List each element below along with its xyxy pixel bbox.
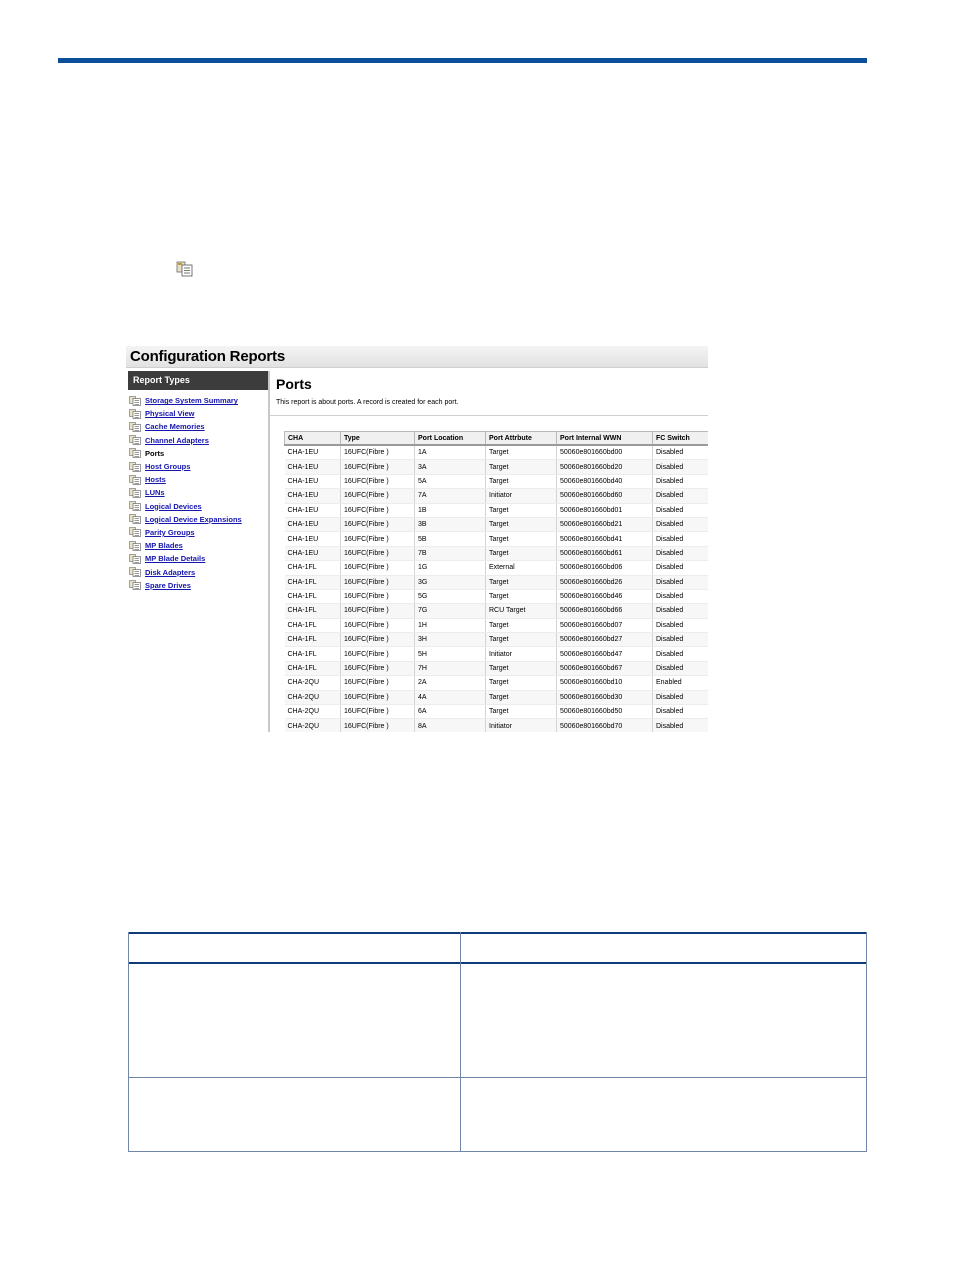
table-cell: 16UFC(Fibre ): [341, 546, 415, 560]
sidebar-link[interactable]: Disk Adapters: [145, 567, 196, 577]
report-icon: [129, 580, 141, 590]
report-icon: [129, 514, 141, 524]
table-cell: 50060e801660bd46: [557, 589, 653, 603]
report-content: [270, 371, 708, 732]
window-title: Configuration Reports: [126, 346, 708, 368]
table-cell: Disabled: [653, 647, 709, 661]
report-description: This report is about ports. A record is created for each port.: [276, 399, 459, 406]
table-cell: Disabled: [653, 661, 709, 675]
table-cell: 1A: [415, 445, 486, 460]
report-icon: [129, 475, 141, 485]
table-cell: CHA-1FL: [285, 589, 341, 603]
table-cell: 7B: [415, 546, 486, 560]
table-cell: 1B: [415, 503, 486, 517]
table-cell: Target: [486, 546, 557, 560]
table-cell: 50060e801660bd61: [557, 546, 653, 560]
table-cell: 16UFC(Fibre ): [341, 690, 415, 704]
table-cell: 16UFC(Fibre ): [341, 489, 415, 503]
table-cell: 50060e801660bd20: [557, 460, 653, 474]
table-cell: Target: [486, 445, 557, 460]
table-cell: 5B: [415, 532, 486, 546]
configuration-reports-screenshot: [126, 346, 708, 732]
table-row: [285, 604, 709, 618]
table-cell: Target: [486, 532, 557, 546]
table-cell: 50060e801660bd07: [557, 618, 653, 632]
table-row: [285, 705, 709, 719]
table-cell: 50060e801660bd67: [557, 661, 653, 675]
table-cell: CHA-1EU: [285, 445, 341, 460]
report-icon: [129, 422, 141, 432]
table-cell: 50060e801660bd60: [557, 489, 653, 503]
table-row-separator: [128, 1077, 867, 1078]
report-icon: [129, 409, 141, 419]
table-cell: CHA-1EU: [285, 474, 341, 488]
table-cell: Disabled: [653, 719, 709, 732]
report-icon: [129, 527, 141, 537]
table-cell: CHA-1FL: [285, 647, 341, 661]
ports-table: [284, 431, 708, 732]
table-cell: Disabled: [653, 546, 709, 560]
table-cell: Disabled: [653, 532, 709, 546]
table-cell: Disabled: [653, 474, 709, 488]
sidebar-link[interactable]: Channel Adapters: [145, 435, 209, 445]
table-cell: 16UFC(Fibre ): [341, 445, 415, 460]
table-cell: 3B: [415, 517, 486, 531]
sidebar-item-physical-view[interactable]: [129, 407, 242, 420]
sidebar-link[interactable]: Spare Drives: [145, 580, 191, 590]
table-cell: 7A: [415, 489, 486, 503]
report-icon: [129, 448, 141, 458]
column-header[interactable]: CHA: [285, 432, 341, 446]
sidebar-link[interactable]: Parity Groups: [145, 527, 195, 537]
table-cell: 3G: [415, 575, 486, 589]
report-title: Ports: [276, 376, 312, 392]
table-cell: 16UFC(Fibre ): [341, 661, 415, 675]
sidebar-link[interactable]: Logical Device Expansions: [145, 514, 242, 524]
table-cell: Disabled: [653, 633, 709, 647]
table-cell: CHA-1EU: [285, 517, 341, 531]
column-header[interactable]: FC Switch: [653, 432, 709, 446]
sidebar-item-luns[interactable]: [129, 486, 242, 499]
table-cell: 16UFC(Fibre ): [341, 618, 415, 632]
top-rule: [58, 58, 867, 63]
table-cell: CHA-2QU: [285, 676, 341, 690]
sidebar-link[interactable]: MP Blade Details: [145, 554, 206, 564]
table-cell: 5G: [415, 589, 486, 603]
table-row: [285, 503, 709, 517]
table-header-rule: [128, 962, 867, 964]
column-header[interactable]: Port Attrbute: [486, 432, 557, 446]
table-cell: 16UFC(Fibre ): [341, 503, 415, 517]
table-cell: Disabled: [653, 445, 709, 460]
sidebar-link[interactable]: LUNs: [145, 488, 165, 498]
table-cell: 50060e801660bd21: [557, 517, 653, 531]
table-cell: 16UFC(Fibre ): [341, 532, 415, 546]
table-cell: CHA-1EU: [285, 503, 341, 517]
table-cell: 50060e801660bd27: [557, 633, 653, 647]
table-cell: CHA-1FL: [285, 618, 341, 632]
table-cell: CHA-1FL: [285, 575, 341, 589]
table-cell: CHA-1EU: [285, 460, 341, 474]
table-cell: Target: [486, 503, 557, 517]
table-cell: CHA-2QU: [285, 719, 341, 732]
report-types-sidebar: [126, 371, 268, 732]
table-cell: External: [486, 561, 557, 575]
table-row: [285, 589, 709, 603]
table-row: [285, 690, 709, 704]
sidebar-link[interactable]: Cache Memories: [145, 422, 205, 432]
table-row: [285, 618, 709, 632]
table-cell: 7G: [415, 604, 486, 618]
column-header[interactable]: Port Location: [415, 432, 486, 446]
table-cell: Disabled: [653, 517, 709, 531]
sidebar-link[interactable]: Storage System Summary: [145, 396, 238, 406]
sidebar-item-logical-devices[interactable]: [129, 500, 242, 513]
table-cell: Target: [486, 676, 557, 690]
table-cell: Disabled: [653, 705, 709, 719]
sidebar-item-logical-device-expansions[interactable]: [129, 513, 242, 526]
table-cell: 16UFC(Fibre ): [341, 589, 415, 603]
table-row: [285, 633, 709, 647]
table-cell: Enabled: [653, 676, 709, 690]
report-icon: [129, 462, 141, 472]
table-cell: Disabled: [653, 589, 709, 603]
table-cell: CHA-1FL: [285, 633, 341, 647]
table-cell: 50060e801660bd06: [557, 561, 653, 575]
table-row: [285, 561, 709, 575]
sidebar-link[interactable]: Hosts: [145, 475, 166, 485]
table-cell: 5A: [415, 474, 486, 488]
sidebar-item-host-groups[interactable]: [129, 460, 242, 473]
table-cell: 16UFC(Fibre ): [341, 575, 415, 589]
sidebar-item-parity-groups[interactable]: [129, 526, 242, 539]
table-cell: Target: [486, 517, 557, 531]
table-cell: Target: [486, 633, 557, 647]
table-cell: 50060e801660bd47: [557, 647, 653, 661]
table-cell: 50060e801660bd30: [557, 690, 653, 704]
table-left-border: [128, 932, 129, 1152]
table-cell: 50060e801660bd26: [557, 575, 653, 589]
table-cell: Disabled: [653, 690, 709, 704]
table-cell: Disabled: [653, 618, 709, 632]
table-cell: Disabled: [653, 604, 709, 618]
sidebar-item-storage-system-summary[interactable]: [129, 394, 242, 407]
table-cell: CHA-1FL: [285, 661, 341, 675]
table-cell: CHA-1FL: [285, 604, 341, 618]
report-icon: [129, 396, 141, 406]
table-cell: 7H: [415, 661, 486, 675]
table-row: [285, 474, 709, 488]
table-cell: 3A: [415, 460, 486, 474]
table-cell: 16UFC(Fibre ): [341, 705, 415, 719]
table-cell: 3H: [415, 633, 486, 647]
table-cell: Disabled: [653, 460, 709, 474]
table-row: [285, 676, 709, 690]
sidebar-list: [129, 394, 242, 592]
table-cell: CHA-1EU: [285, 546, 341, 560]
table-cell: Disabled: [653, 489, 709, 503]
table-cell: Target: [486, 690, 557, 704]
table-cell: 16UFC(Fibre ): [341, 676, 415, 690]
table-right-border: [866, 932, 867, 1152]
table-cell: 16UFC(Fibre ): [341, 561, 415, 575]
table-cell: CHA-2QU: [285, 705, 341, 719]
table-cell: Disabled: [653, 561, 709, 575]
table-cell: 6A: [415, 705, 486, 719]
table-cell: 5H: [415, 647, 486, 661]
sidebar-link[interactable]: MP Blades: [145, 541, 183, 551]
table-top-rule: [128, 932, 867, 934]
description-table: [128, 932, 867, 1152]
table-cell: Target: [486, 575, 557, 589]
sidebar-heading: Report Types: [128, 371, 268, 390]
table-row: [285, 460, 709, 474]
table-cell: 16UFC(Fibre ): [341, 633, 415, 647]
table-cell: Initiator: [486, 719, 557, 732]
report-header: [270, 371, 708, 416]
table-row: [285, 575, 709, 589]
table-cell: 50060e801660bd66: [557, 604, 653, 618]
table-cell: 50060e801660bd70: [557, 719, 653, 732]
table-row: [285, 546, 709, 560]
report-icon: [129, 541, 141, 551]
table-cell: Target: [486, 460, 557, 474]
table-cell: 2A: [415, 676, 486, 690]
table-row: [285, 719, 709, 732]
table-cell: CHA-1EU: [285, 532, 341, 546]
table-row: [285, 489, 709, 503]
table-row: [285, 647, 709, 661]
table-cell: 16UFC(Fibre ): [341, 517, 415, 531]
table-cell: 16UFC(Fibre ): [341, 604, 415, 618]
table-cell: RCU Target: [486, 604, 557, 618]
sidebar-item-mp-blades[interactable]: [129, 539, 242, 552]
report-icon: [129, 488, 141, 498]
table-column-divider: [460, 932, 461, 1152]
table-cell: 1G: [415, 561, 486, 575]
table-cell: Target: [486, 618, 557, 632]
table-cell: Target: [486, 589, 557, 603]
table-cell: 50060e801660bd40: [557, 474, 653, 488]
sidebar-item-cache-memories[interactable]: [129, 420, 242, 433]
table-row: [285, 445, 709, 460]
table-bottom-rule: [128, 1151, 867, 1152]
sidebar-item-label: Ports: [145, 448, 165, 458]
table-cell: Target: [486, 661, 557, 675]
column-header[interactable]: Type: [341, 432, 415, 446]
table-cell: 50060e801660bd10: [557, 676, 653, 690]
table-cell: 16UFC(Fibre ): [341, 647, 415, 661]
table-cell: 50060e801660bd41: [557, 532, 653, 546]
table-cell: 50060e801660bd50: [557, 705, 653, 719]
table-cell: 16UFC(Fibre ): [341, 719, 415, 732]
table-row: [285, 661, 709, 675]
sidebar-link[interactable]: Physical View: [145, 409, 195, 419]
table-cell: 1H: [415, 618, 486, 632]
column-header[interactable]: Port Internal WWN: [557, 432, 653, 446]
table-cell: Disabled: [653, 503, 709, 517]
table-cell: CHA-1FL: [285, 561, 341, 575]
table-cell: CHA-1EU: [285, 489, 341, 503]
report-icon: [129, 567, 141, 577]
table-row: [285, 532, 709, 546]
sidebar-link[interactable]: Logical Devices: [145, 501, 202, 511]
report-icon: [176, 261, 193, 277]
report-icon: [129, 554, 141, 564]
report-icon: [129, 501, 141, 511]
table-cell: CHA-2QU: [285, 690, 341, 704]
table-cell: 50060e801660bd00: [557, 445, 653, 460]
sidebar-item-hosts[interactable]: [129, 473, 242, 486]
table-cell: 4A: [415, 690, 486, 704]
table-cell: Target: [486, 705, 557, 719]
table-cell: Target: [486, 474, 557, 488]
sidebar-item-spare-drives[interactable]: [129, 579, 242, 592]
table-cell: 8A: [415, 719, 486, 732]
table-cell: Initiator: [486, 489, 557, 503]
table-cell: 16UFC(Fibre ): [341, 474, 415, 488]
table-cell: 16UFC(Fibre ): [341, 460, 415, 474]
sidebar-item-channel-adapters[interactable]: [129, 434, 242, 447]
sidebar-item-ports[interactable]: [129, 447, 242, 460]
report-icon: [129, 435, 141, 445]
sidebar-item-disk-adapters[interactable]: [129, 565, 242, 578]
table-row: [285, 517, 709, 531]
table-cell: 50060e801660bd01: [557, 503, 653, 517]
table-cell: Disabled: [653, 575, 709, 589]
sidebar-link[interactable]: Host Groups: [145, 462, 191, 472]
sidebar-item-mp-blade-details[interactable]: [129, 552, 242, 565]
table-cell: Initiator: [486, 647, 557, 661]
